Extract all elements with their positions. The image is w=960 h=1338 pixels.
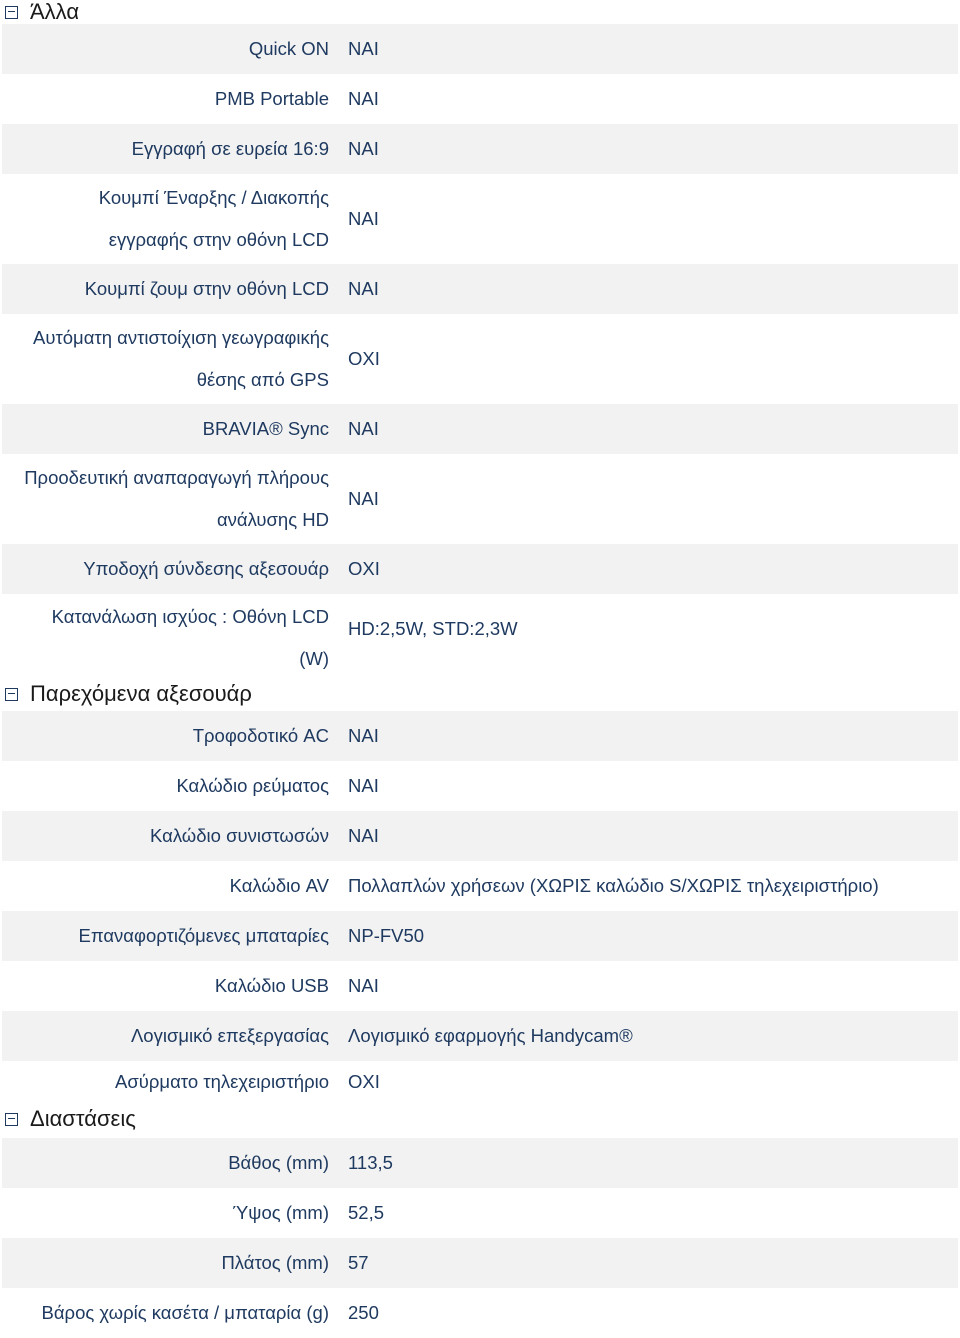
- spec-row: [2, 911, 958, 961]
- spec-label: Εγγραφή σε ευρεία 16:9: [131, 138, 329, 159]
- spec-row: [2, 124, 958, 174]
- spec-row: [2, 314, 958, 404]
- spec-value: 113,5: [348, 1152, 393, 1173]
- spec-row: [2, 961, 958, 1011]
- collapse-icon[interactable]: [5, 1113, 18, 1126]
- spec-value: ΟΧΙ: [348, 1071, 380, 1092]
- spec-value: ΝΑΙ: [348, 975, 379, 996]
- spec-label: Λογισμικό επεξεργασίας: [130, 1025, 329, 1046]
- spec-row: [2, 74, 958, 124]
- spec-label: Πλάτος (mm): [221, 1252, 329, 1273]
- spec-label: Επαναφορτιζόμενες μπαταρίες: [78, 925, 329, 946]
- spec-row: [2, 174, 958, 264]
- spec-value: ΝΑΙ: [348, 725, 379, 746]
- spec-label-line: Κατανάλωση ισχύος : Οθόνη LCD: [51, 606, 329, 627]
- spec-value: 52,5: [348, 1202, 385, 1223]
- spec-label: Ασύρματο τηλεχειριστήριο: [115, 1071, 329, 1092]
- spec-label: Βάρος χωρίς κασέτα / μπαταρία (g): [41, 1302, 329, 1323]
- spec-value: Πολλαπλών χρήσεων (ΧΩΡΙΣ καλώδιο S/ΧΩΡΙΣ τηλεχειριστήριο): [348, 875, 879, 896]
- spec-row: [2, 1238, 958, 1288]
- spec-label: [2, 596, 329, 680]
- spec-label-line: ανάλυσης HD: [216, 509, 329, 530]
- spec-value: ΝΑΙ: [348, 278, 379, 299]
- spec-row: [2, 1011, 958, 1061]
- spec-label: Καλώδιο USB: [214, 975, 329, 996]
- spec-label: Quick ON: [248, 38, 329, 59]
- spec-label-line: Αυτόματη αντιστοίχιση γεωγραφικής: [32, 327, 329, 348]
- spec-row: [2, 264, 958, 314]
- spec-value: ΝΑΙ: [348, 208, 379, 229]
- spec-row: [2, 1061, 958, 1138]
- spec-value: ΝΑΙ: [348, 88, 379, 109]
- spec-value: ΝΑΙ: [348, 488, 379, 509]
- spec-label: Τροφοδοτικό AC: [192, 725, 329, 746]
- section-header-other[interactable]: [0, 0, 960, 24]
- collapse-icon[interactable]: [5, 6, 18, 19]
- spec-label: Κουμπί ζουμ στην οθόνη LCD: [84, 278, 329, 299]
- spec-value: ΟΧΙ: [348, 558, 380, 579]
- section-title: Παρεχόμενα αξεσουάρ: [30, 681, 252, 706]
- section-title: Άλλα: [30, 0, 80, 24]
- spec-value: ΝΑΙ: [348, 38, 379, 59]
- spec-value: ΝΑΙ: [348, 138, 379, 159]
- spec-value: Λογισμικό εφαρμογής Handycam®: [348, 1025, 633, 1046]
- spec-row: [2, 1188, 958, 1238]
- spec-row: [2, 24, 958, 74]
- spec-row: [2, 404, 958, 454]
- spec-value: 57: [348, 1252, 369, 1273]
- spec-label: Βάθος (mm): [228, 1152, 329, 1173]
- spec-value: ΝΑΙ: [348, 418, 379, 439]
- spec-row: [2, 861, 958, 911]
- spec-value: ΝΑΙ: [348, 825, 379, 846]
- section-header-dimensions[interactable]: [0, 1104, 136, 1134]
- spec-row: [2, 1288, 958, 1338]
- spec-value: ΝΑΙ: [348, 775, 379, 796]
- spec-label: [2, 457, 329, 541]
- spec-label: [2, 317, 329, 401]
- spec-label-line: Προοδευτική αναπαραγωγή πλήρους: [24, 467, 329, 488]
- spec-value: HD:2,5W, STD:2,3W: [348, 618, 518, 639]
- spec-label-line: εγγραφής στην οθόνη LCD: [108, 229, 329, 250]
- spec-label-line: (W): [299, 648, 329, 669]
- spec-label: [2, 177, 329, 261]
- spec-row: [2, 454, 958, 544]
- spec-label: Υποδοχή σύνδεσης αξεσουάρ: [83, 558, 329, 579]
- spec-label: BRAVIA® Sync: [202, 418, 329, 439]
- section-header-accessories[interactable]: [0, 679, 252, 709]
- section-title: Διαστάσεις: [30, 1106, 136, 1131]
- spec-value: 250: [348, 1302, 379, 1323]
- spec-label-line: θέσης από GPS: [196, 369, 329, 390]
- spec-row: [2, 711, 958, 761]
- spec-row: [2, 1138, 958, 1188]
- spec-value: NP-FV50: [348, 925, 425, 946]
- spec-value: ΟΧΙ: [348, 348, 380, 369]
- spec-label: Ύψος (mm): [232, 1202, 329, 1223]
- spec-label: Καλώδιο συνιστωσών: [150, 825, 329, 846]
- spec-row: [2, 544, 958, 594]
- collapse-icon[interactable]: [5, 688, 18, 701]
- spec-label: Καλώδιο AV: [229, 875, 329, 896]
- spec-row: [2, 761, 958, 811]
- spec-label-line: Κουμπί Έναρξης / Διακοπής: [98, 187, 329, 208]
- spec-row: [2, 811, 958, 861]
- spec-label: PMB Portable: [214, 88, 329, 109]
- spec-label: Καλώδιο ρεύματος: [176, 775, 329, 796]
